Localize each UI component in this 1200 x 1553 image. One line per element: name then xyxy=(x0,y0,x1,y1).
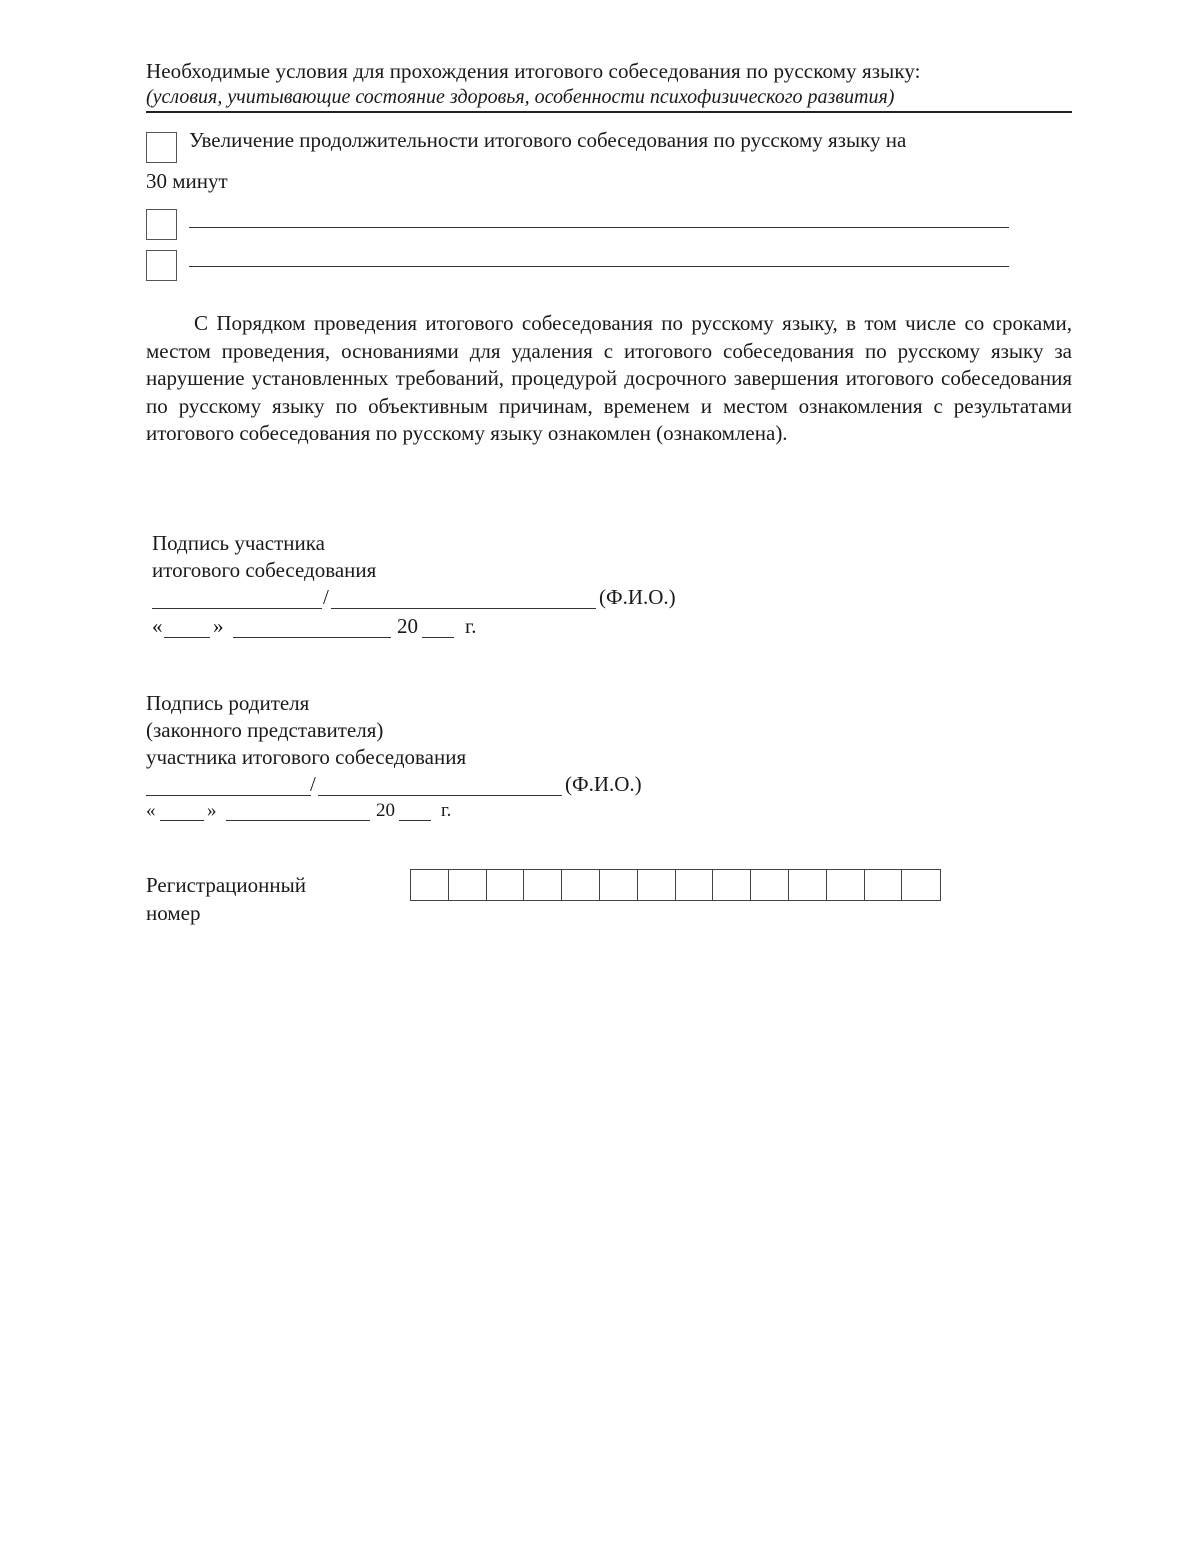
participant-day-open-quote: « xyxy=(152,614,163,638)
registration-number-cell[interactable] xyxy=(751,870,789,900)
parent-signature-label-cont: (законного представителя) xyxy=(146,718,384,742)
parent-month-line[interactable] xyxy=(226,820,370,821)
participant-signature-label: Подпись участника xyxy=(152,531,325,555)
participant-signature-line[interactable] xyxy=(152,608,322,609)
participant-day-line[interactable] xyxy=(164,637,210,638)
registration-number-cell[interactable] xyxy=(865,870,903,900)
registration-number-cell[interactable] xyxy=(449,870,487,900)
registration-number-cell[interactable] xyxy=(713,870,751,900)
parent-day-open-quote: « xyxy=(146,800,156,821)
registration-number-cell[interactable] xyxy=(487,870,525,900)
participant-year-suffix: г. xyxy=(465,614,477,638)
agreement-paragraph: С Порядком проведения итогового собеседования по русскому языку, в том числе со сроками, местом проведения, основаниями для удаления с итогового собеседования по русскому языку за нарушение установленных требований, процедурой досрочного завершения итогового собеседования по русскому языку по объективным причинам, временем и местом ознакомления с результатами итогового собеседования по русскому языку ознакомлен (ознакомлена). xyxy=(146,311,1072,445)
participant-name-line[interactable] xyxy=(331,608,596,609)
parent-day-line[interactable] xyxy=(160,820,204,821)
parent-signature-label: Подпись родителя xyxy=(146,691,310,715)
other-condition-1-line[interactable] xyxy=(189,227,1009,228)
registration-number-cell[interactable] xyxy=(411,870,449,900)
parent-year-line[interactable] xyxy=(399,820,431,821)
conditions-heading: Необходимые условия для прохождения итогового собеседования по русскому языку: xyxy=(146,59,921,83)
participant-slash: / xyxy=(323,585,329,609)
option-extended-time-label-cont: 30 минут xyxy=(146,169,228,193)
participant-day-close-quote: » xyxy=(213,614,224,638)
registration-label: Регистрационный xyxy=(146,873,306,897)
registration-number-cell[interactable] xyxy=(827,870,865,900)
checkbox-extended-time[interactable] xyxy=(146,132,177,163)
other-condition-2-line[interactable] xyxy=(189,266,1009,267)
parent-year-prefix: 20 xyxy=(376,800,395,821)
participant-year-line[interactable] xyxy=(422,637,454,638)
participant-fio-label: (Ф.И.О.) xyxy=(599,585,676,609)
parent-year-suffix: г. xyxy=(441,800,452,821)
registration-number-cell[interactable] xyxy=(600,870,638,900)
checkbox-other-condition-1[interactable] xyxy=(146,209,177,240)
parent-slash: / xyxy=(310,772,316,796)
parent-name-line[interactable] xyxy=(318,795,562,796)
participant-month-line[interactable] xyxy=(233,637,391,638)
registration-number-cell[interactable] xyxy=(524,870,562,900)
registration-label-cont: номер xyxy=(146,901,201,925)
parent-signature-label-cont2: участника итогового собеседования xyxy=(146,745,467,769)
registration-number-cell[interactable] xyxy=(638,870,676,900)
parent-day-close-quote: » xyxy=(207,800,217,821)
registration-number-cell[interactable] xyxy=(789,870,827,900)
parent-fio-label: (Ф.И.О.) xyxy=(565,772,642,796)
registration-number-cell[interactable] xyxy=(902,870,940,900)
registration-number-cell[interactable] xyxy=(676,870,714,900)
option-extended-time-label: Увеличение продолжительности итогового собеседования по русскому языку на xyxy=(189,128,907,152)
registration-number-cell[interactable] xyxy=(562,870,600,900)
participant-signature-label-cont: итогового собеседования xyxy=(152,558,377,582)
conditions-subheading: (условия, учитывающие состояние здоровья, особенности психофизического развития) xyxy=(146,86,1072,113)
registration-number-grid[interactable] xyxy=(410,869,941,901)
participant-year-prefix: 20 xyxy=(397,614,418,638)
checkbox-other-condition-2[interactable] xyxy=(146,250,177,281)
parent-signature-line[interactable] xyxy=(146,795,311,796)
